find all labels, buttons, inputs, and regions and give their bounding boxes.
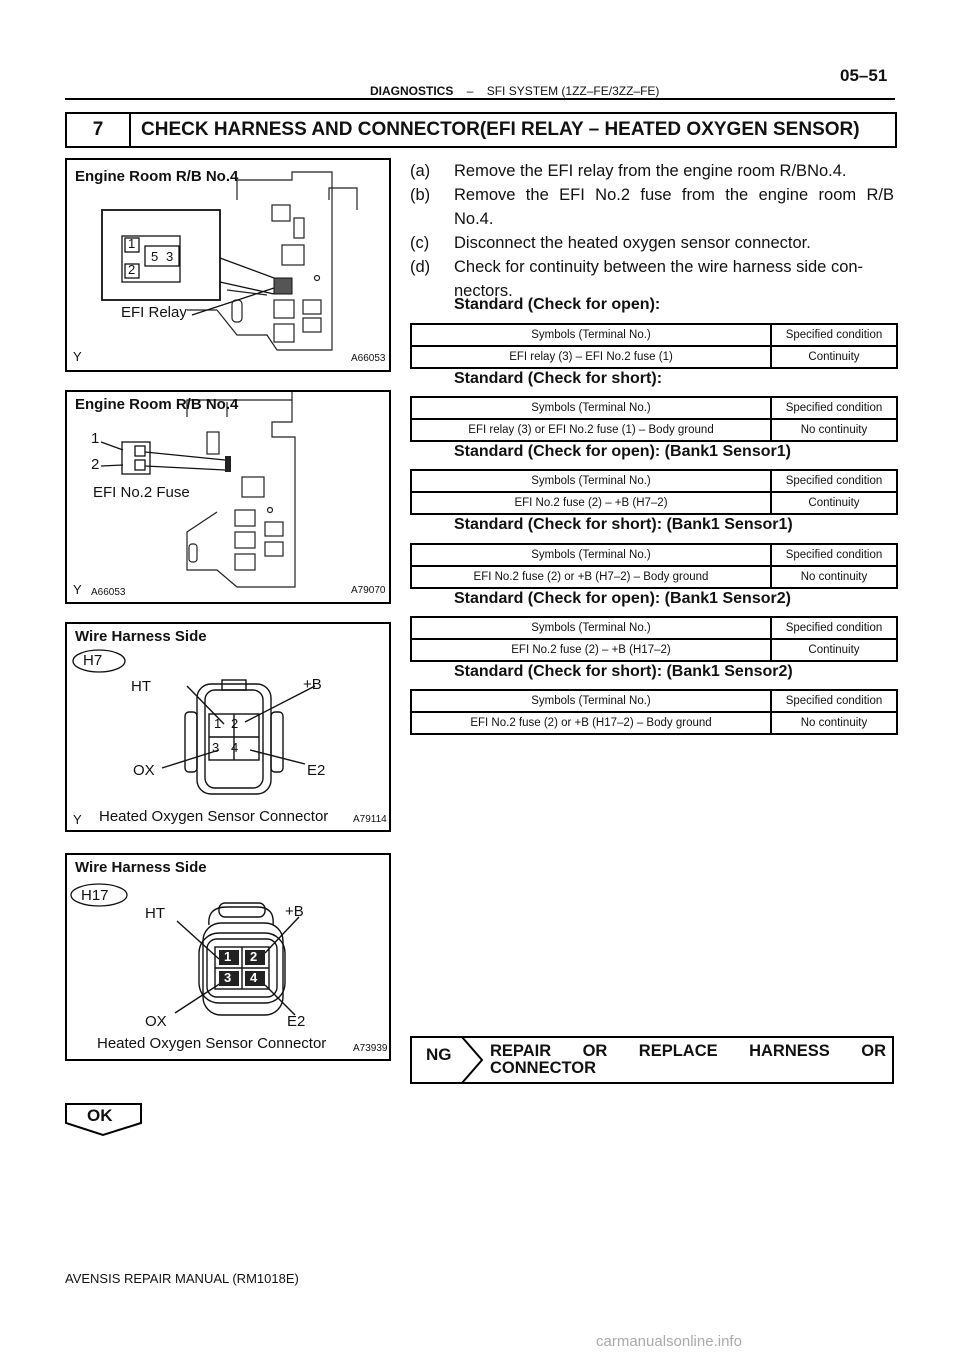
pin-2: 2 — [250, 949, 258, 964]
instruction-c-letter: (c) — [410, 234, 430, 252]
instruction-b-cont: No.4. — [454, 210, 494, 228]
standard-title: Standard (Check for short): (Bank1 Sensor2) — [454, 663, 793, 680]
standard-table — [410, 616, 898, 662]
watermark: carmanualsonline.info — [596, 1333, 742, 1350]
standard-table — [410, 323, 898, 369]
step-number: 7 — [67, 114, 131, 146]
table-header-cell: Symbols (Terminal No.) — [412, 471, 772, 491]
figure-mark: Y — [73, 812, 82, 827]
ng-result — [410, 1036, 894, 1082]
table-row — [412, 418, 896, 440]
table-header-row — [412, 398, 896, 418]
h7-connector-drawing — [67, 624, 389, 830]
efi-relay-label: EFI Relay — [121, 304, 187, 321]
terminal-ht: HT — [145, 905, 165, 922]
figure-title: Wire Harness Side — [75, 628, 207, 645]
table-row — [412, 638, 896, 660]
table-row — [412, 345, 896, 367]
table-header-cell: Specified condition — [785, 622, 883, 634]
figure-code: A79114 — [353, 814, 387, 825]
table-header-row — [412, 618, 896, 638]
table-cell: Continuity — [808, 351, 860, 363]
ok-label: OK — [87, 1106, 113, 1125]
standard-title: Standard (Check for open): — [454, 296, 661, 313]
figure-title: Engine Room R/B No.4 — [75, 396, 239, 413]
table-cell: No continuity — [800, 571, 868, 583]
connector-code: H17 — [81, 887, 109, 904]
table-cell: No continuity — [800, 717, 868, 729]
relay-block-drawing — [67, 160, 389, 370]
table-cell: EFI relay (3) – EFI No.2 fuse (1) — [412, 347, 772, 367]
connector-code: H7 — [83, 652, 103, 669]
terminal-plus-b: +B — [303, 676, 322, 693]
pin-4: 4 — [250, 970, 258, 985]
standard-title: Standard (Check for open): (Bank1 Sensor2) — [454, 590, 791, 607]
fuse-pin-2: 2 — [91, 456, 100, 473]
header-section: DIAGNOSTICS — [370, 84, 454, 98]
pin-2: 2 — [231, 716, 239, 731]
terminal-ox: OX — [145, 1013, 167, 1030]
instruction-b-letter: (b) — [410, 186, 431, 204]
table-cell: Continuity — [808, 497, 860, 509]
instruction-d-cont: nectors. — [454, 282, 513, 300]
relay-pin-2: 2 — [128, 262, 136, 277]
terminal-e2: E2 — [307, 762, 326, 779]
fuse-pin-1: 1 — [91, 430, 100, 447]
instruction-d-letter: (d) — [410, 258, 431, 276]
table-header-cell: Specified condition — [785, 402, 883, 414]
figure-h7-connector — [65, 622, 391, 832]
table-header-cell: Specified condition — [785, 329, 883, 341]
ng-action-line1: REPAIR OR REPLACE HARNESS OR — [490, 1042, 886, 1060]
standard-title: Standard (Check for open): (Bank1 Sensor1) — [454, 443, 791, 460]
table-row — [412, 491, 896, 513]
ng-label: NG — [426, 1045, 452, 1064]
table-cell: EFI No.2 fuse (2) or +B (H17–2) – Body ground — [412, 713, 772, 733]
instruction-d-text: Check for continuity between the wire harness side con- — [454, 258, 864, 276]
relay-pin-3: 3 — [166, 249, 174, 264]
step-heading — [65, 112, 897, 148]
header-subsection: SFI SYSTEM (1ZZ–FE/3ZZ–FE) — [486, 84, 660, 98]
standard-title: Standard (Check for short): (Bank1 Sensor1) — [454, 516, 793, 533]
table-header-row — [412, 471, 896, 491]
instruction-b-text: Remove the EFI No.2 fuse from the engine room R/B — [454, 186, 894, 204]
table-header-cell: Symbols (Terminal No.) — [412, 398, 772, 418]
table-header-cell: Symbols (Terminal No.) — [412, 545, 772, 565]
header-title — [370, 84, 659, 98]
pin-4: 4 — [231, 740, 239, 755]
table-cell: Continuity — [808, 644, 860, 656]
table-header-cell: Symbols (Terminal No.) — [412, 691, 772, 711]
figure-h17-connector — [65, 853, 391, 1061]
table-header-row — [412, 691, 896, 711]
page-number: 05–51 — [840, 66, 888, 85]
pin-1: 1 — [224, 949, 232, 964]
instruction-a-text: Remove the EFI relay from the engine room R/BNo.4. — [454, 162, 847, 180]
terminal-ox: OX — [133, 762, 155, 779]
terminal-plus-b: +B — [285, 903, 304, 920]
pin-3: 3 — [224, 970, 232, 985]
standard-table — [410, 396, 898, 442]
table-cell: EFI relay (3) or EFI No.2 fuse (1) – Body ground — [412, 420, 772, 440]
figure-code-secondary: A66053 — [91, 587, 126, 598]
table-header-cell: Symbols (Terminal No.) — [412, 618, 772, 638]
figure-code: A66053 — [351, 353, 386, 364]
figure-title: Engine Room R/B No.4 — [75, 168, 239, 185]
figure-efi-relay — [65, 158, 391, 372]
relay-pin-5: 5 — [151, 249, 159, 264]
instruction-a-letter: (a) — [410, 162, 431, 180]
efi-fuse-label: EFI No.2 Fuse — [93, 484, 190, 501]
header-rule — [65, 98, 895, 100]
ng-action-line2: CONNECTOR — [490, 1059, 597, 1077]
header-separator: – — [466, 84, 474, 98]
footer: AVENSIS REPAIR MANUAL (RM1018E) — [65, 1271, 299, 1286]
standard-table — [410, 543, 898, 589]
figure-mark: Y — [73, 349, 82, 364]
table-header-row — [412, 545, 896, 565]
table-header-cell: Specified condition — [785, 695, 883, 707]
table-cell: EFI No.2 fuse (2) – +B (H17–2) — [412, 640, 772, 660]
pin-3: 3 — [212, 740, 220, 755]
relay-pin-1: 1 — [128, 236, 136, 251]
table-header-cell: Specified condition — [785, 549, 883, 561]
table-row — [412, 565, 896, 587]
table-header-cell: Symbols (Terminal No.) — [412, 325, 772, 345]
figure-efi-fuse — [65, 390, 391, 604]
terminal-e2: E2 — [287, 1013, 306, 1030]
table-header-row — [412, 325, 896, 345]
connector-caption: Heated Oxygen Sensor Connector — [99, 808, 329, 825]
table-cell: EFI No.2 fuse (2) – +B (H7–2) — [412, 493, 772, 513]
figure-code: A79070 — [351, 585, 386, 596]
standard-table — [410, 469, 898, 515]
table-cell: No continuity — [800, 424, 868, 436]
table-cell: EFI No.2 fuse (2) or +B (H7–2) – Body ground — [412, 567, 772, 587]
figure-code: A73939 — [353, 1043, 388, 1054]
connector-caption: Heated Oxygen Sensor Connector — [97, 1035, 327, 1052]
figure-title: Wire Harness Side — [75, 859, 207, 876]
standard-title: Standard (Check for short): — [454, 370, 663, 387]
standard-table — [410, 689, 898, 735]
relay-zoom-box — [102, 210, 220, 300]
table-header-cell: Specified condition — [785, 475, 883, 487]
terminal-ht: HT — [131, 678, 151, 695]
pin-1: 1 — [214, 716, 222, 731]
instruction-c-text: Disconnect the heated oxygen sensor connector. — [454, 234, 811, 252]
figure-mark: Y — [73, 582, 82, 597]
table-row — [412, 711, 896, 733]
step-title: CHECK HARNESS AND CONNECTOR(EFI RELAY – HEATED OXYGEN SENSOR) — [141, 119, 860, 140]
